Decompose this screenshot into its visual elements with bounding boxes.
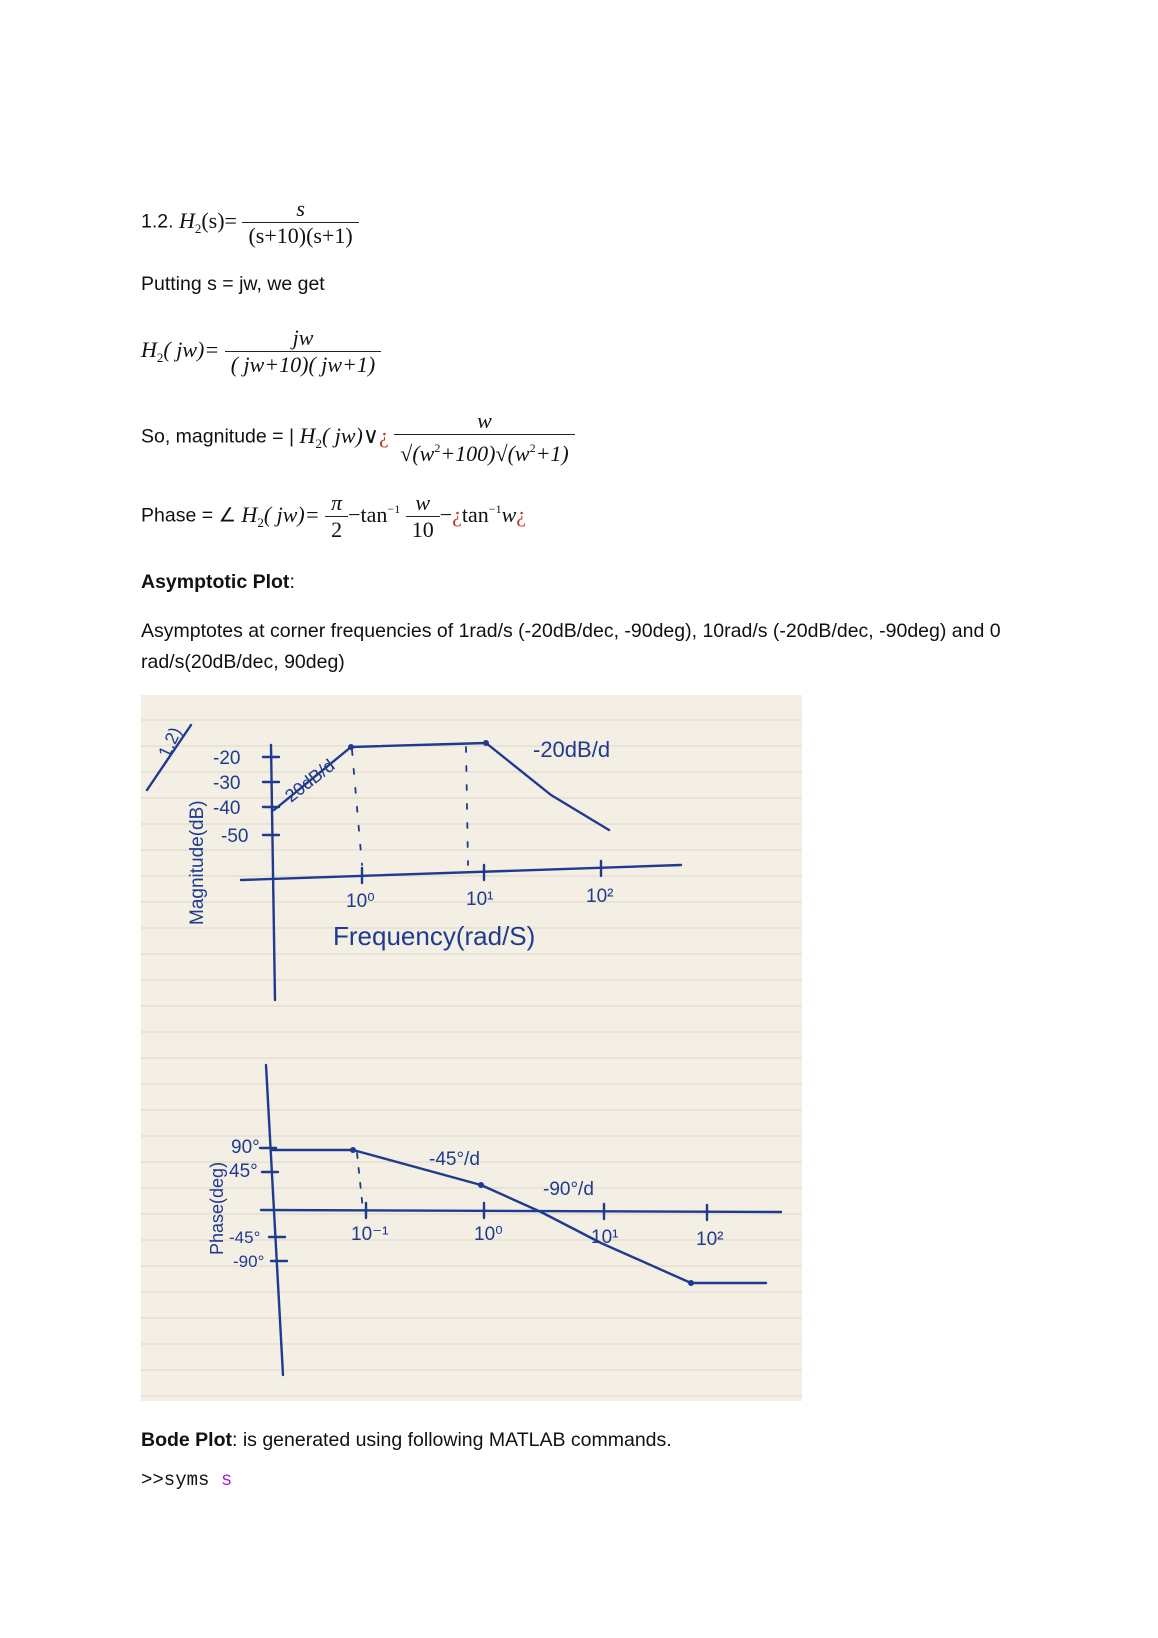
phase-slope-1: -45°/d (429, 1149, 480, 1170)
mag-tick-20: -20 (213, 748, 241, 769)
eq1-lhs-sub: 2 (194, 220, 202, 236)
code-arg: s (220, 1469, 233, 1491)
phase-tick-m45: -45° (229, 1228, 261, 1247)
mag-den-c: +1) (535, 441, 569, 466)
eq2-lhs-sub: 2 (156, 349, 164, 365)
bode-text: : is generated using following MATLAB commands. (232, 1429, 672, 1451)
phase-breakpoint-3 (688, 1280, 694, 1286)
bode-line (141, 1424, 672, 1456)
phase-w-fraction (406, 490, 440, 543)
sketch-svg (141, 695, 802, 1401)
mag-den-a-sup: 2 (434, 441, 441, 455)
phase-breakpoint-2 (478, 1182, 484, 1188)
phase-breakpoint-1 (350, 1147, 356, 1153)
phase-tan-sup1: −1 (387, 501, 401, 516)
eq1-numerator: s (296, 196, 305, 221)
mag-numerator: w (477, 408, 492, 433)
mag-den-b-sup: 2 (529, 441, 536, 455)
phase-pi-num: π (331, 490, 343, 515)
mag-tick-50: -50 (221, 826, 249, 847)
mag-slope-2: -20dB/d (533, 737, 611, 762)
eq1-fraction (242, 196, 358, 249)
phase-tan-sup2: −1 (488, 501, 502, 516)
phase-tick-45: 45° (229, 1161, 258, 1182)
mag-fraction (394, 408, 575, 467)
phase-minus2: − (439, 501, 453, 527)
phase-glyph1: ¿ (452, 501, 462, 527)
asymptotic-heading-line (141, 566, 295, 598)
eq1-denominator: (s+10)(s+1) (242, 222, 358, 249)
magnitude-prefix: So, magnitude = | (141, 425, 295, 448)
mag-tick-40: -40 (213, 798, 241, 819)
mag-lhs-sub: 2 (315, 435, 322, 451)
mag-den-a: √(w (400, 441, 435, 466)
phase-pi-fraction (325, 490, 348, 543)
magnitude-equation (141, 408, 575, 467)
eq2-numerator: jw (292, 325, 314, 350)
mag-y-label: Magnitude(dB) (187, 800, 208, 925)
mag-denominator (394, 434, 575, 467)
eq2-lhs-arg: ( jw)= (163, 336, 220, 362)
asymptotes-paragraph: Asymptotes at corner frequencies of 1rad/s (-20dB/dec, -90deg), 10rad/s (-20dB/dec, -90deg) and 0 rad/s(20dB/dec, 90deg) (141, 620, 1001, 673)
phase-equation (141, 490, 526, 543)
phase-tick-90: 90° (231, 1137, 260, 1158)
phase-slope-2: -90°/d (543, 1179, 594, 1200)
phase-x-tick-label-m1: 10⁻¹ (351, 1224, 389, 1245)
phase-y-label: Phase(deg) (207, 1161, 227, 1255)
eq2-lhs: H (141, 336, 157, 362)
phase-lhs-sub: 2 (257, 514, 264, 530)
eq1-lhs: H (178, 207, 195, 233)
code-prompt: >>syms (141, 1469, 221, 1491)
eq2-denominator: ( jw+10)( jw+1) (225, 351, 382, 378)
mag-lhs-arg: ( jw)∨ (321, 422, 379, 448)
bode-heading: Bode Plot (141, 1429, 232, 1451)
phase-tick-m90: -90° (233, 1252, 265, 1271)
phase-pi-den: 2 (325, 516, 348, 543)
phase-x-tick-label-2: 10² (696, 1229, 724, 1250)
phase-minus-tan: −tan (348, 501, 388, 527)
mag-x-tick-label-1: 10¹ (466, 889, 494, 910)
mag-x-tick-label-2: 10² (586, 886, 614, 907)
phase-glyph2: ¿ (516, 501, 527, 527)
mag-tick-30: -30 (213, 773, 241, 794)
asymptotic-heading: Asymptotic Plot (141, 571, 290, 593)
mag-glyph: ¿ (378, 422, 389, 448)
hand-drawn-bode-sketch (141, 695, 802, 1401)
equation-h2-jw (141, 325, 381, 378)
phase-lhs-arg: ( jw)= (263, 501, 320, 527)
mag-breakpoint-1 (348, 744, 354, 750)
phase-w-den: 10 (406, 516, 440, 543)
equation-label: 1.2. (141, 210, 174, 233)
asymptotic-colon: : (289, 571, 295, 593)
eq2-fraction (225, 325, 382, 378)
frequency-label: Frequency(rad/S) (333, 921, 536, 951)
phase-lhs: H (241, 501, 258, 527)
mag-breakpoint-2 (483, 740, 489, 746)
phase-prefix: Phase = ∠ (141, 504, 236, 527)
phase-tan2: tan (461, 501, 489, 527)
eq1-lhs-arg: (s)= (201, 207, 237, 233)
phase-w-num: w (415, 490, 431, 515)
phase-w2: w (501, 501, 517, 527)
corner-label: 1.2) (154, 724, 186, 761)
phase-x-tick-label-0: 10⁰ (474, 1224, 503, 1245)
matlab-code-line (141, 1469, 232, 1491)
equation-h2-s (141, 196, 359, 249)
mag-lhs: H (299, 422, 316, 448)
mag-x-tick-label-0: 10⁰ (346, 891, 375, 912)
mag-den-b: +100)√(w (440, 441, 530, 466)
putting-text: Putting s = jw, we get (141, 273, 325, 295)
phase-x-tick-label-1: 10¹ (591, 1227, 619, 1248)
mag-slope-1: 20dB/d (281, 755, 339, 807)
